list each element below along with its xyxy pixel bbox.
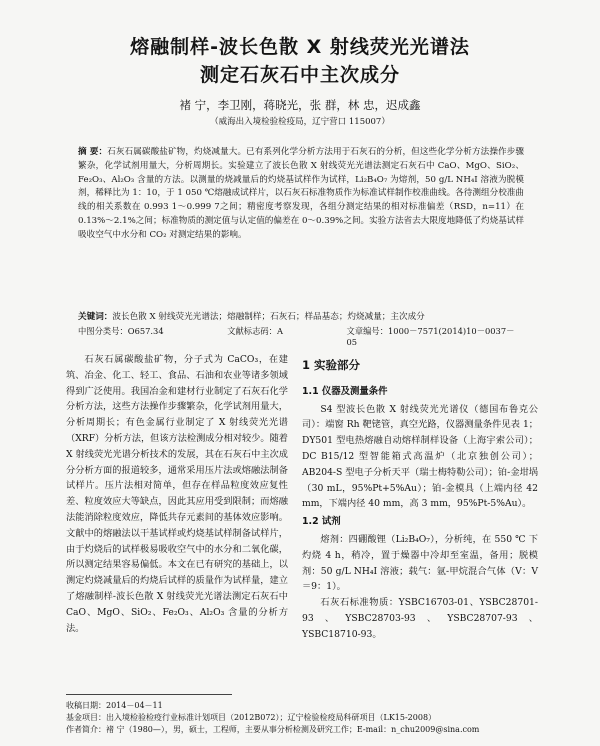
left-column bbox=[66, 352, 288, 636]
authors: 褚 宁，李卫刚，蒋晓光，张 群，林 忠，迟成鑫 bbox=[179, 98, 421, 112]
subsection-reagents: 1.2 试剂 bbox=[302, 516, 341, 528]
abstract bbox=[78, 146, 524, 243]
subsection-instruments: 1.1 仪器及测量条件 bbox=[302, 385, 388, 397]
article-number: 文章编号：1000－7571(2014)10－0037－05 bbox=[346, 326, 515, 347]
keywords-text: 波长色散 X 射线荧光光谱法；熔融制样；石灰石；样品基态；灼烧减量；主次成分 bbox=[112, 312, 425, 322]
title-line-2: 测定石灰石中主次成分 bbox=[199, 64, 400, 86]
abstract-label: 摘 要： bbox=[78, 147, 108, 157]
section-heading: 1 实验部分 bbox=[302, 358, 361, 372]
reagents-paragraph: 熔剂：四硼酸锂（Li₂B₄O₇），分析纯，在 550 ℃ 下灼烧 4 h，稍冷，置于燥器中冷却至室温，备用；脱模剂：50 g/L NH₄I 溶液；载气：氩-甲烷混合气体（V：V＝9：1）。 bbox=[302, 533, 538, 593]
clc-number: 中图分类号：O657.34 bbox=[78, 326, 164, 336]
footnote-divider bbox=[66, 694, 232, 695]
affiliation: （威海出入境检验检疫局，辽宁营口 115007） bbox=[210, 117, 390, 127]
instruments-paragraph: S4 型波长色散 X 射线荧光光谱仪（德国布鲁克公司）：端窗 Rh 靶铑管，真空光路，仪器测量条件见表 1；DY501 型电热熔融自动熔样制样设备（上海宇索公司）；DC B15/12 型智能箱式高温炉（北京独创公司）；AB204-S 型电子分析天平（瑞士梅特勒公司）；铂-金坩埚（30 mL，95%Pt+5%Au）；铂-金模具（上端内径 42 mm，下端内径 40 mm，高 3 mm，95%Pt-5%Au）。 bbox=[302, 403, 538, 510]
keywords bbox=[78, 311, 524, 324]
classification-line bbox=[78, 325, 524, 347]
intro-paragraph: 石灰石属碳酸盐矿物，分子式为 CaCO₃，在建筑、冶金、化工、轻工、食品、石油和农业等诸多领域得到广泛使用。我国冶金和建材行业制定了石灰石化学分析方法，这些方法操作步骤繁杂，化学试剂用量大，分析周期长；有色金属行业制定了 X 射线荧光光谱（XRF）分析方法，但该方法检测成分相对较少。随着 X 射线荧光光谱分析技术的发展，其在石灰石中主次成分分析方面的报道较多，通常采用压片法或熔融法制备试样片。压片法相对简单，但存在样品粒度效应复性差、粒度效应大等缺点，因此其应用受到限制；而熔融法能消除粒度效应，降低共存元素间的基体效应影响。文献中的熔融法以干基试样或灼烧基试样制备试样片，由于灼烧后的试样极易吸收空气中的水分和二氧化碳，所以测定结果容易偏低。本文在已有研究的基础上，以测定灼烧减量后的灼烧后试样的质量作为试样量，建立了熔融制样-波长色散 X 射线荧光光谱法测定石灰石中 CaO、MgO、SiO₂、Fe₂O₃、Al₂O₃ 含量的分析方法。 bbox=[66, 354, 288, 634]
keywords-label: 关键词： bbox=[78, 312, 113, 322]
document-code: 文献标志码：A bbox=[227, 326, 283, 336]
footnote-received: 收稿日期：2014－04－11 bbox=[66, 701, 163, 710]
standards-paragraph: 石灰石标准物质：YSBC16703-01、YSBC28701-93、YSBC28703-93、YSBC28707-93、YSBC18710-93。 bbox=[302, 597, 538, 640]
right-column bbox=[302, 352, 538, 643]
footnote-fund: 基金项目：出入境检验检疫行业标准计划项目（2012B072）；辽宁检验检疫局科研项目（LK15-2008） bbox=[66, 713, 437, 722]
abstract-text: 石灰石属碳酸盐矿物，灼烧减量大。已有系列化学分析方法用于石灰石的分析，但这些化学分析方法操作步骤繁杂，化学试剂用量大，分析周期长。实验建立了波长色散 X 射线荧光光谱法测定石灰石中 CaO、MgO、SiO₂、Fe₂O₃、Al₂O₃ 含量的方法。以测量的烧减量后的灼烧基试样作为试样，Li₂B₄O₇ 为熔剂，50 g/L NH₄I 溶液为脱模剂，稀释比为 1：10，于 1 050 ℃熔融成试样片，以石灰石标准物质作为标准试样制作校准曲线。各待测组分校准曲线的相关系数在 0.993 1～0.999 7之间；精密度考察发现，各组分测定结果的相对标准偏差（RSD，n=11）在 0.13%～2.1%之间；标准物质的测定值与认定值的偏差在 0～0.39%之间。实验方法省去大限度地降低了灼烧基试样吸收空气中水分和 CO₂ 对测定结果的影响。 bbox=[78, 147, 524, 240]
footnote-author: 作者简介：褚 宁（1980—），男，硕士，工程师，主要从事分析检测及研究工作；E-mail：n_chu2009@sina.com bbox=[66, 725, 480, 734]
title-line-1: 熔融制样-波长色散 X 射线荧光光谱法 bbox=[130, 36, 470, 58]
